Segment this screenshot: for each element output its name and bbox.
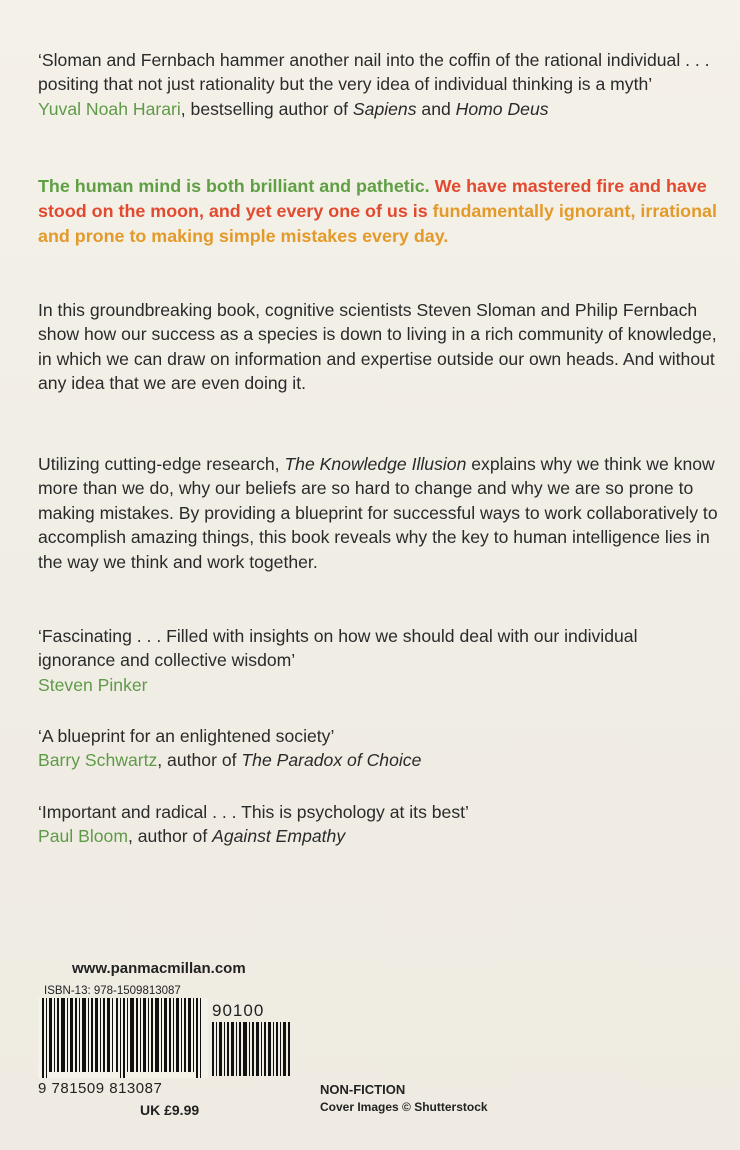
headline-blurb	[38, 174, 718, 250]
barcode-icon	[38, 998, 208, 1078]
book-title: Homo Deus	[455, 98, 549, 119]
cover-credit: Cover Images © Shutterstock	[320, 1100, 488, 1114]
quote-author: Barry Schwartz	[38, 750, 158, 771]
book-title: Against Empathy	[212, 826, 346, 847]
blurb-part: The human mind is both brilliant and pathetic.	[38, 176, 430, 196]
quote-schwartz	[38, 724, 718, 773]
blurb-part: fundamentally ignorant, irrational and prone to making simple mistakes every day.	[38, 201, 717, 247]
book-title: The Paradox of Choice	[241, 750, 422, 771]
isbn-text: ISBN-13: 978-1509813087	[44, 985, 181, 997]
quote-author: Yuval Noah Harari	[38, 98, 181, 119]
description-para-2: Utilizing cutting-edge research, The Knowledge Illusion explains why we think we know more than we do, why our beliefs are so hard to change and why we are so prone to making mistakes. By providing a blueprint for successful ways to work collaboratively to accomplish amazing things, this book reveals why the key to human intelligence lies in the way we think and work together.	[38, 454, 718, 572]
quote-attribution: Paul Bloom, author of Against Empathy	[38, 826, 346, 847]
description-para-1: In this groundbreaking book, cognitive scientists Steven Sloman and Philip Fernbach show how our success as a species is down to living in a rich community of knowledge, in which we can draw on information and expertise outside our own heads. And without any idea that we are even doing it.	[38, 300, 717, 394]
quote-pinker	[38, 624, 718, 697]
quote-text: ‘Sloman and Fernbach hammer another nail into the coffin of the rational individual . . . positing that not just rationality but the very idea of individual thinking is a myth’	[38, 50, 710, 95]
category: NON-FICTION	[320, 1082, 406, 1097]
publisher-url[interactable]: www.panmacmillan.com	[72, 960, 246, 977]
barcode-digits: 9 781509 813087	[38, 1080, 163, 1097]
book-title: Sapiens	[352, 98, 417, 119]
book-title: The Knowledge Illusion	[284, 454, 467, 474]
quote-bloom	[38, 800, 718, 849]
quote-harari	[38, 48, 718, 121]
quote-author: Steven Pinker	[38, 674, 148, 695]
price-barcode-icon	[210, 1022, 294, 1076]
quote-attribution: Yuval Noah Harari, bestselling author of Sapiens and Homo Deus	[38, 98, 549, 119]
quote-author: Paul Bloom	[38, 826, 128, 847]
quote-attribution: Barry Schwartz, author of The Paradox of Choice	[38, 750, 422, 771]
quote-text: ‘A blueprint for an enlightened society’	[38, 726, 335, 746]
price: UK £9.99	[140, 1102, 200, 1118]
quote-text: ‘Important and radical . . . This is psychology at its best’	[38, 802, 469, 822]
price-code: 90100	[212, 1001, 265, 1020]
quote-text: ‘Fascinating . . . Filled with insights on how we should deal with our individual ignorance and collective wisdom’	[38, 626, 638, 671]
blurb-part: We have mastered fire and have stood on the moon, and yet every one of us is	[38, 176, 707, 222]
price-barcode	[208, 998, 296, 1078]
